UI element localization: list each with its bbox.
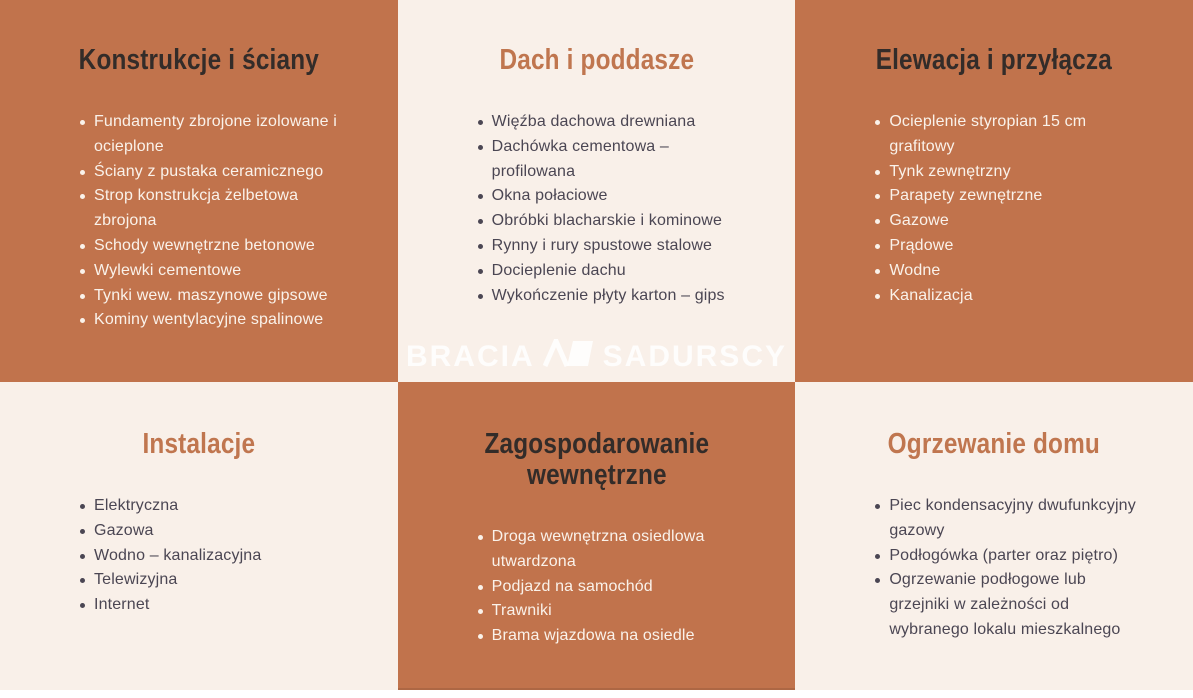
list-item: Podłogówka (parter oraz piętro) xyxy=(875,544,1145,569)
list-item: Strop konstrukcja żelbetowa zbrojona xyxy=(80,184,350,234)
feature-list xyxy=(795,110,1193,308)
list-item: Podjazd na samochód xyxy=(478,575,748,600)
list-item: Fundamenty zbrojone izolowane i ocieplone xyxy=(80,110,350,160)
bottom-strip xyxy=(0,690,1193,698)
brand-name-left: BRACIA xyxy=(405,340,535,373)
panel-instalacje xyxy=(0,382,398,690)
list-item: Rynny i rury spustowe stalowe xyxy=(478,234,748,259)
list-item: Gazowa xyxy=(80,519,350,544)
brand-watermark xyxy=(398,339,796,375)
list-item: Kominy wentylacyjne spalinowe xyxy=(80,308,350,333)
list-item: Ocieplenie styropian 15 cm grafitowy xyxy=(875,110,1145,160)
list-item: Wodne xyxy=(875,259,1145,284)
list-item: Tynki wew. maszynowe gipsowe xyxy=(80,284,350,309)
panel-title: Zagospodarowanie wewnętrzne xyxy=(484,428,709,491)
list-item: Parapety zewnętrzne xyxy=(875,184,1145,209)
panel-ogrzewanie xyxy=(795,382,1193,690)
list-item: Telewizyjna xyxy=(80,568,350,593)
panel-title: Konstrukcje i ściany xyxy=(78,44,319,76)
list-item: Wodno – kanalizacyjna xyxy=(80,544,350,569)
list-item: Schody wewnętrzne betonowe xyxy=(80,234,350,259)
feature-list xyxy=(795,494,1193,643)
feature-list xyxy=(398,525,796,649)
feature-list xyxy=(0,110,398,333)
brand-name-right: SADURSCY xyxy=(602,340,787,373)
list-item: Prądowe xyxy=(875,234,1145,259)
list-item: Dachówka cementowa – profilowana xyxy=(478,135,748,185)
list-item: Okna połaciowe xyxy=(478,184,748,209)
list-item: Wylewki cementowe xyxy=(80,259,350,284)
list-item: Kanalizacja xyxy=(875,284,1145,309)
panel-title: Elewacja i przyłącza xyxy=(876,44,1113,76)
list-item: Więźba dachowa drewniana xyxy=(478,110,748,135)
list-item: Piec kondensacyjny dwufunkcyjny gazowy xyxy=(875,494,1145,544)
list-item: Internet xyxy=(80,593,350,618)
list-item: Wykończenie płyty karton – gips xyxy=(478,284,748,309)
list-item: Ściany z pustaka ceramicznego xyxy=(80,160,350,185)
feature-list xyxy=(0,494,398,618)
list-item: Tynk zewnętrzny xyxy=(875,160,1145,185)
panel-elewacja xyxy=(795,0,1193,382)
list-item: Docieplenie dachu xyxy=(478,259,748,284)
triangle-flag-icon xyxy=(543,339,595,375)
panel-title: Dach i poddasze xyxy=(499,44,694,76)
panel-zagospodarowanie xyxy=(398,382,796,690)
panel-title: Ogrzewanie domu xyxy=(887,428,1101,460)
list-item: Droga wewnętrzna osiedlowa utwardzona xyxy=(478,525,748,575)
list-item: Ogrzewanie podłogowe lub grzejniki w zależności od wybranego lokalu mieszkalnego xyxy=(875,568,1145,642)
feature-list xyxy=(398,110,796,308)
panel-konstrukcje xyxy=(0,0,398,382)
list-item: Obróbki blacharskie i kominowe xyxy=(478,209,748,234)
list-item: Trawniki xyxy=(478,599,748,624)
panel-title: Instalacje xyxy=(142,428,256,460)
list-item: Brama wjazdowa na osiedle xyxy=(478,624,748,649)
panel-dach xyxy=(398,0,796,382)
list-item: Gazowe xyxy=(875,209,1145,234)
list-item: Elektryczna xyxy=(80,494,350,519)
